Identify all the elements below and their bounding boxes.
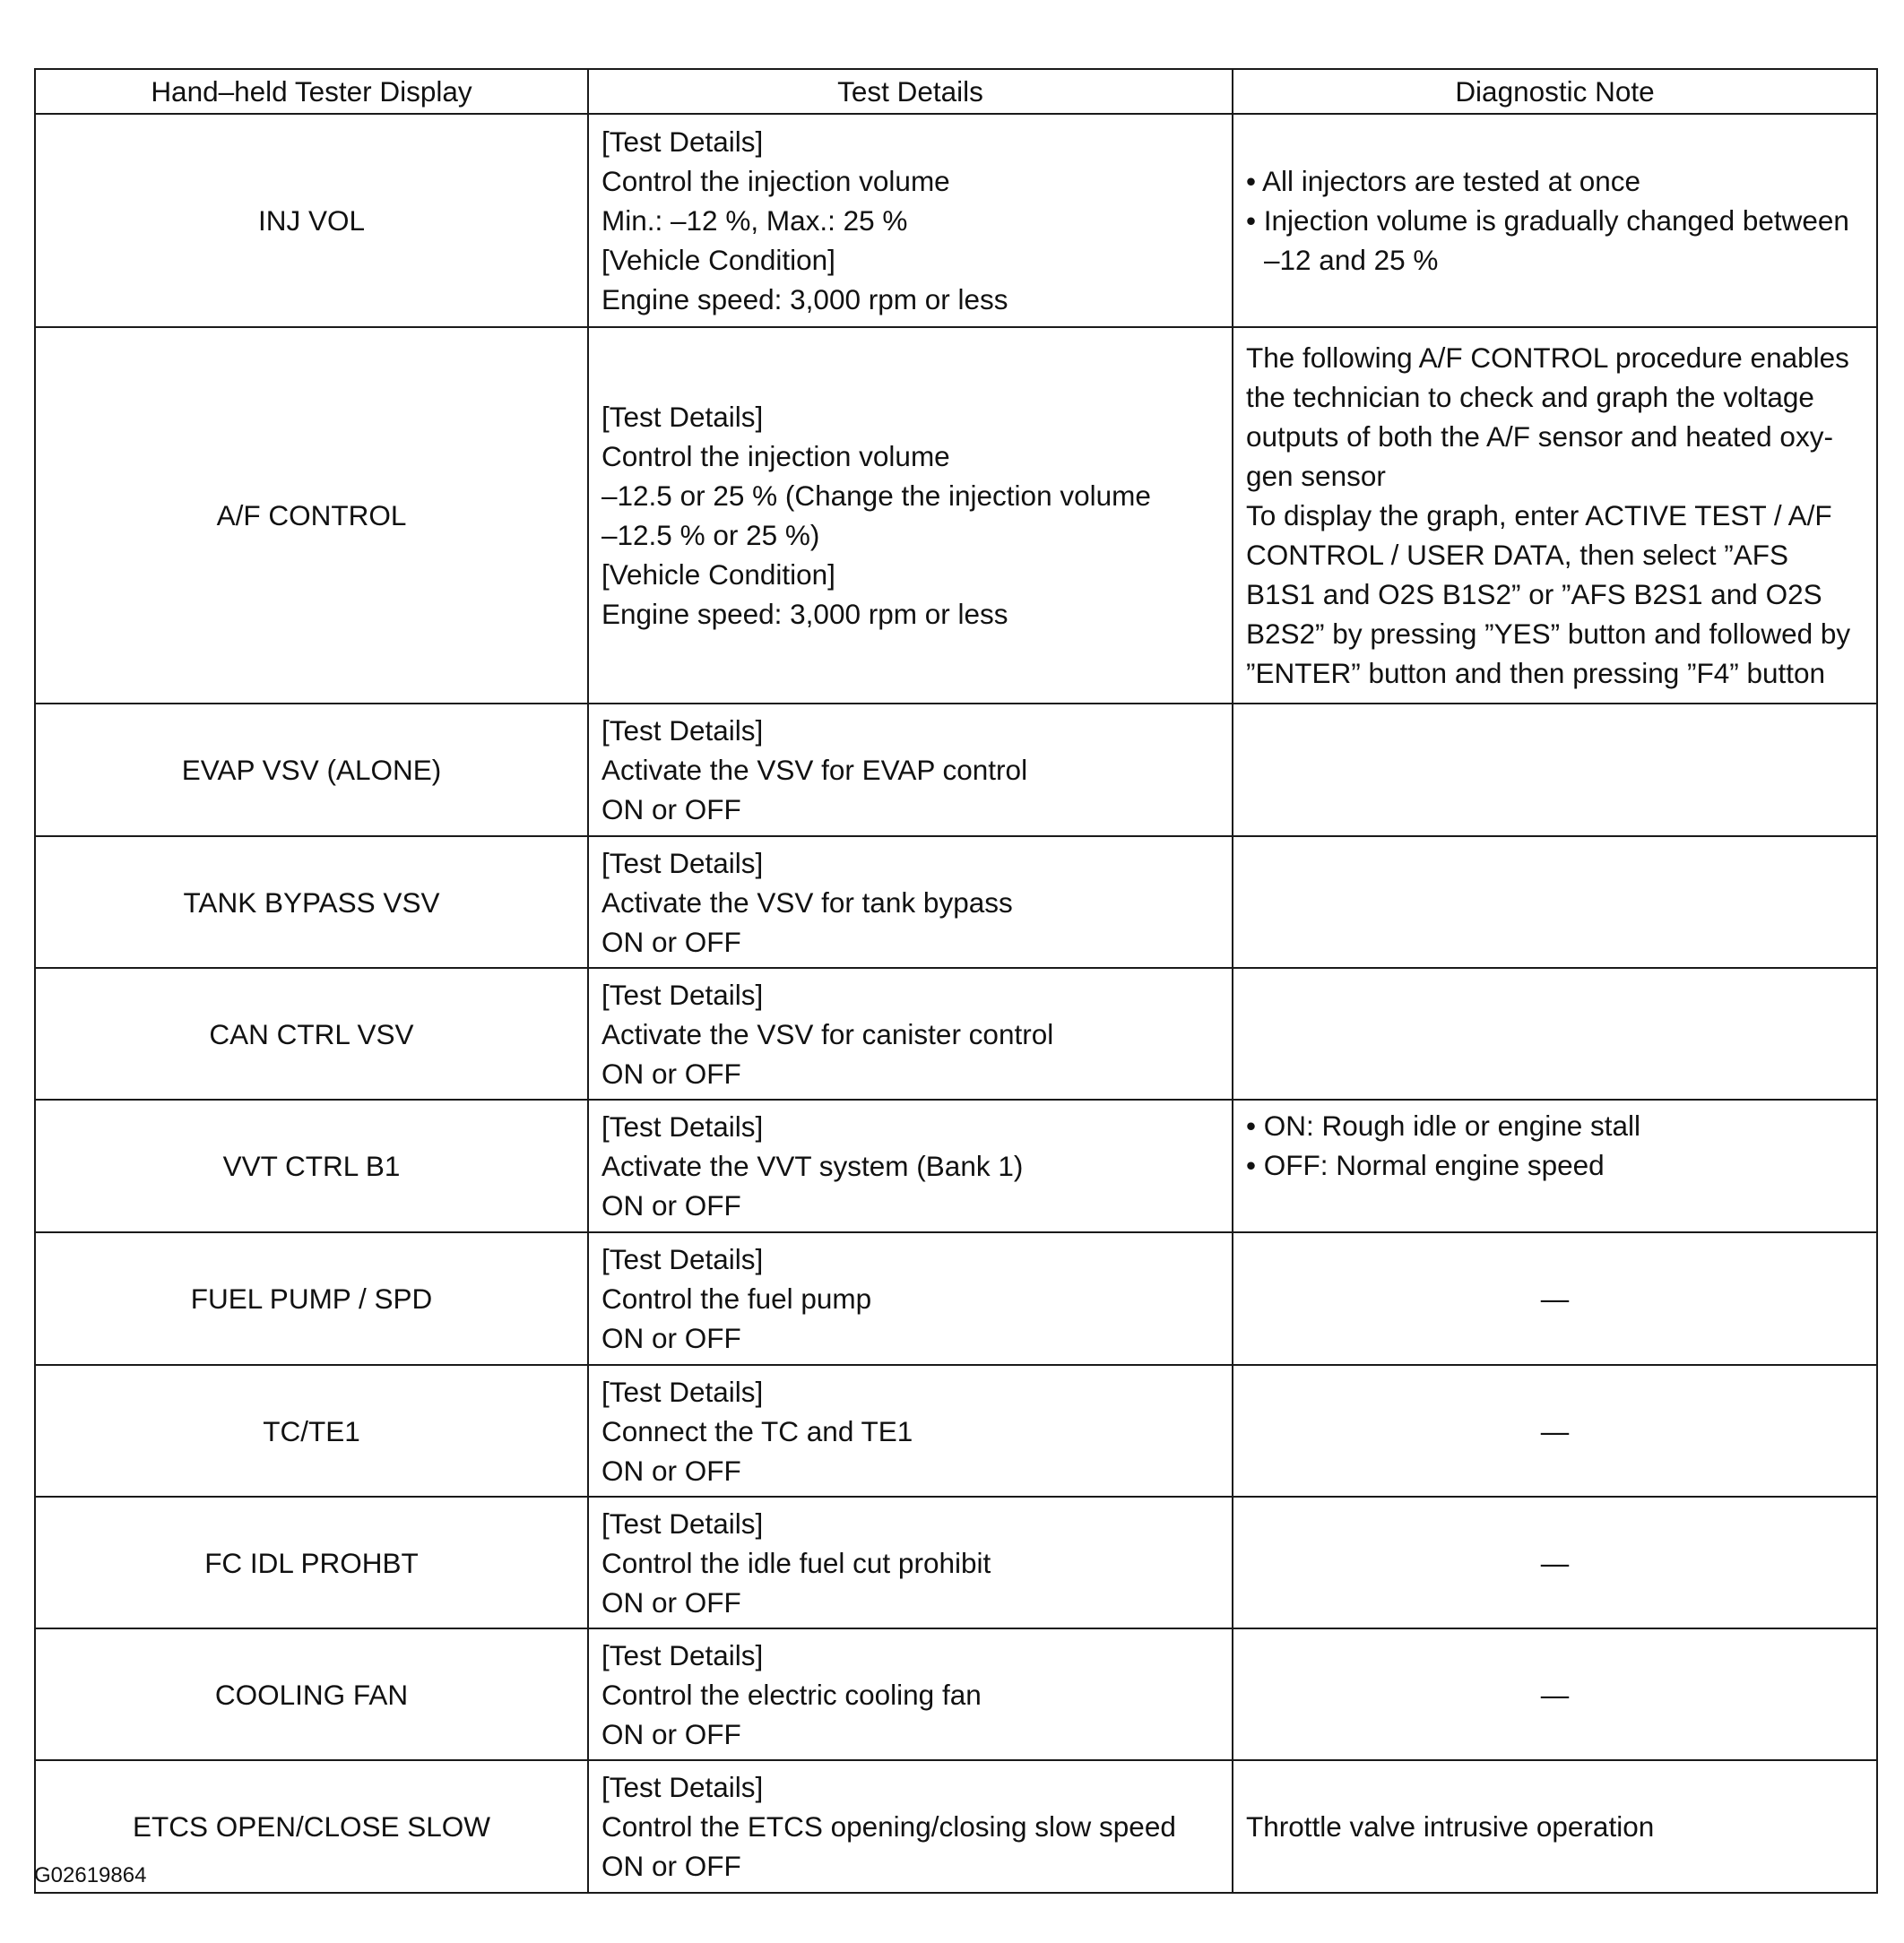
test-detail-line: Engine speed: 3,000 rpm or less [601,598,1008,630]
tester-display-cell: FC IDL PROHBT [35,1497,588,1628]
tester-display-cell: INJ VOL [35,114,588,327]
test-detail-line: [Test Details] [601,401,764,433]
table-row [35,1100,1877,1232]
test-detail-line: [Test Details] [601,125,764,158]
test-detail-line: –12.5 % or 25 %) [601,519,820,551]
test-detail-line: [Test Details] [601,846,764,879]
table-row [35,704,1877,836]
test-details-cell [588,1628,1233,1760]
test-detail-line: Control the electric cooling fan [601,1678,982,1711]
table-row [35,968,1877,1100]
note-paragraph: The following A/F CONTROL procedure enables the technician to check and graph the voltage outputs of both the A/F sensor and heated oxy-gen sensor [1246,341,1849,492]
diagnostic-note-cell [1233,968,1877,1100]
test-detail-line: Connect the TC and TE1 [601,1414,913,1447]
test-detail-line: ON or OFF [601,1454,741,1487]
diagnostic-note-cell [1233,704,1877,836]
table-row [35,1232,1877,1365]
diagnostic-note-cell [1233,1365,1877,1497]
header-diagnostic-note: Diagnostic Note [1233,69,1877,114]
test-details-cell [588,1497,1233,1628]
note-dash: — [1540,1678,1570,1711]
diagnostic-note-cell [1233,1100,1877,1232]
test-detail-line: ON or OFF [601,1585,741,1619]
test-detail-line: [Test Details] [601,1243,764,1275]
table-row [35,1628,1877,1760]
note-bullet-item [1246,1106,1864,1145]
test-details-cell [588,1100,1233,1232]
test-detail-line: [Test Details] [601,714,764,747]
test-detail-line: ON or OFF [601,1057,741,1090]
tester-display-cell: EVAP VSV (ALONE) [35,704,588,836]
note-dash: — [1540,1546,1570,1579]
test-detail-line: [Test Details] [601,1638,764,1671]
test-detail-line: [Test Details] [601,1375,764,1408]
test-detail-line: Control the injection volume [601,165,950,197]
test-details-cell [588,327,1233,704]
note-dash: — [1540,1414,1570,1447]
tester-display-cell: CAN CTRL VSV [35,968,588,1100]
tester-display-cell: TANK BYPASS VSV [35,836,588,968]
note-bullet-text: All injectors are tested at once [1262,165,1641,197]
note-bullet-item [1246,161,1864,201]
test-detail-line: [Test Details] [601,1771,764,1803]
bullet-icon: • [1246,204,1264,237]
test-details-cell [588,114,1233,327]
test-detail-line: Control the injection volume [601,440,950,472]
note-dash: — [1540,1282,1570,1315]
test-detail-line: [Test Details] [601,978,764,1011]
tester-display-cell: FUEL PUMP / SPD [35,1232,588,1365]
diagnostic-note-cell [1233,1760,1877,1893]
diagnostic-note-cell [1233,1497,1877,1628]
test-detail-line: ON or OFF [601,1717,741,1750]
active-test-table [34,68,1878,1894]
test-detail-line: Activate the VSV for canister control [601,1017,1054,1050]
diagnostic-note-cell [1233,836,1877,968]
note-bullet-item [1246,1145,1864,1185]
diagnostic-note-cell [1233,1232,1877,1365]
test-detail-line: [Test Details] [601,1507,764,1540]
test-detail-line: Control the ETCS opening/closing slow speed [601,1810,1176,1843]
test-detail-line: –12.5 or 25 % (Change the injection volume [601,479,1151,512]
test-detail-line: [Vehicle Condition] [601,558,835,591]
bullet-icon: • [1246,1110,1264,1142]
tester-display-cell: A/F CONTROL [35,327,588,704]
test-detail-line: Control the idle fuel cut prohibit [601,1546,991,1579]
diagnostic-note-cell [1233,114,1877,327]
test-detail-line: ON or OFF [601,1322,741,1354]
table-row [35,114,1877,327]
test-details-cell [588,1760,1233,1893]
header-tester-display: Hand–held Tester Display [35,69,588,114]
table-header-row [35,69,1877,114]
test-detail-line: [Vehicle Condition] [601,244,835,276]
diagnostic-note-cell [1233,327,1877,704]
test-detail-line: Activate the VSV for tank bypass [601,885,1013,919]
table-row [35,1760,1877,1893]
test-detail-line: Activate the VVT system (Bank 1) [601,1150,1024,1182]
note-paragraph: Throttle valve intrusive operation [1246,1810,1655,1843]
test-detail-line: ON or OFF [601,925,741,958]
header-test-details: Test Details [588,69,1233,114]
test-detail-line: ON or OFF [601,1189,741,1222]
test-detail-line: Control the fuel pump [601,1282,872,1315]
figure-code: G02619864 [34,1863,147,1887]
test-detail-line: ON or OFF [601,1850,741,1882]
test-details-cell [588,968,1233,1100]
table-row [35,327,1877,704]
test-details-cell [588,1365,1233,1497]
note-bullet-item [1246,201,1864,280]
table-row [35,836,1877,968]
note-bullet-text: Injection volume is gradually changed between –12 and 25 % [1263,204,1849,276]
test-details-cell [588,836,1233,968]
test-details-cell [588,1232,1233,1365]
note-bullet-text: OFF: Normal engine speed [1263,1149,1605,1181]
note-paragraph: To display the graph, enter ACTIVE TEST / A/F CONTROL / USER DATA, then select ”AFS B1S1 and O2S B1S2” or ”AFS B2S1 and O2S B2S2” by pressing ”YES” button and followed by ”ENTER” button and then pressing ”F4” button [1246,499,1851,689]
test-detail-line: ON or OFF [601,793,741,825]
table-body [35,114,1877,1893]
test-detail-line: [Test Details] [601,1110,764,1143]
tester-display-cell: ETCS OPEN/CLOSE SLOW [35,1760,588,1893]
test-detail-line: Min.: –12 %, Max.: 25 % [601,204,908,237]
diagnostic-note-cell [1233,1628,1877,1760]
tester-display-cell: COOLING FAN [35,1628,588,1760]
table-row [35,1365,1877,1497]
note-bullet-text: ON: Rough idle or engine stall [1263,1110,1641,1142]
tester-display-cell: VVT CTRL B1 [35,1100,588,1232]
bullet-icon: • [1246,1149,1264,1181]
test-detail-line: Engine speed: 3,000 rpm or less [601,283,1008,315]
test-detail-line: Activate the VSV for EVAP control [601,754,1028,786]
test-details-cell [588,704,1233,836]
table-row [35,1497,1877,1628]
tester-display-cell: TC/TE1 [35,1365,588,1497]
bullet-icon: • [1246,165,1263,197]
